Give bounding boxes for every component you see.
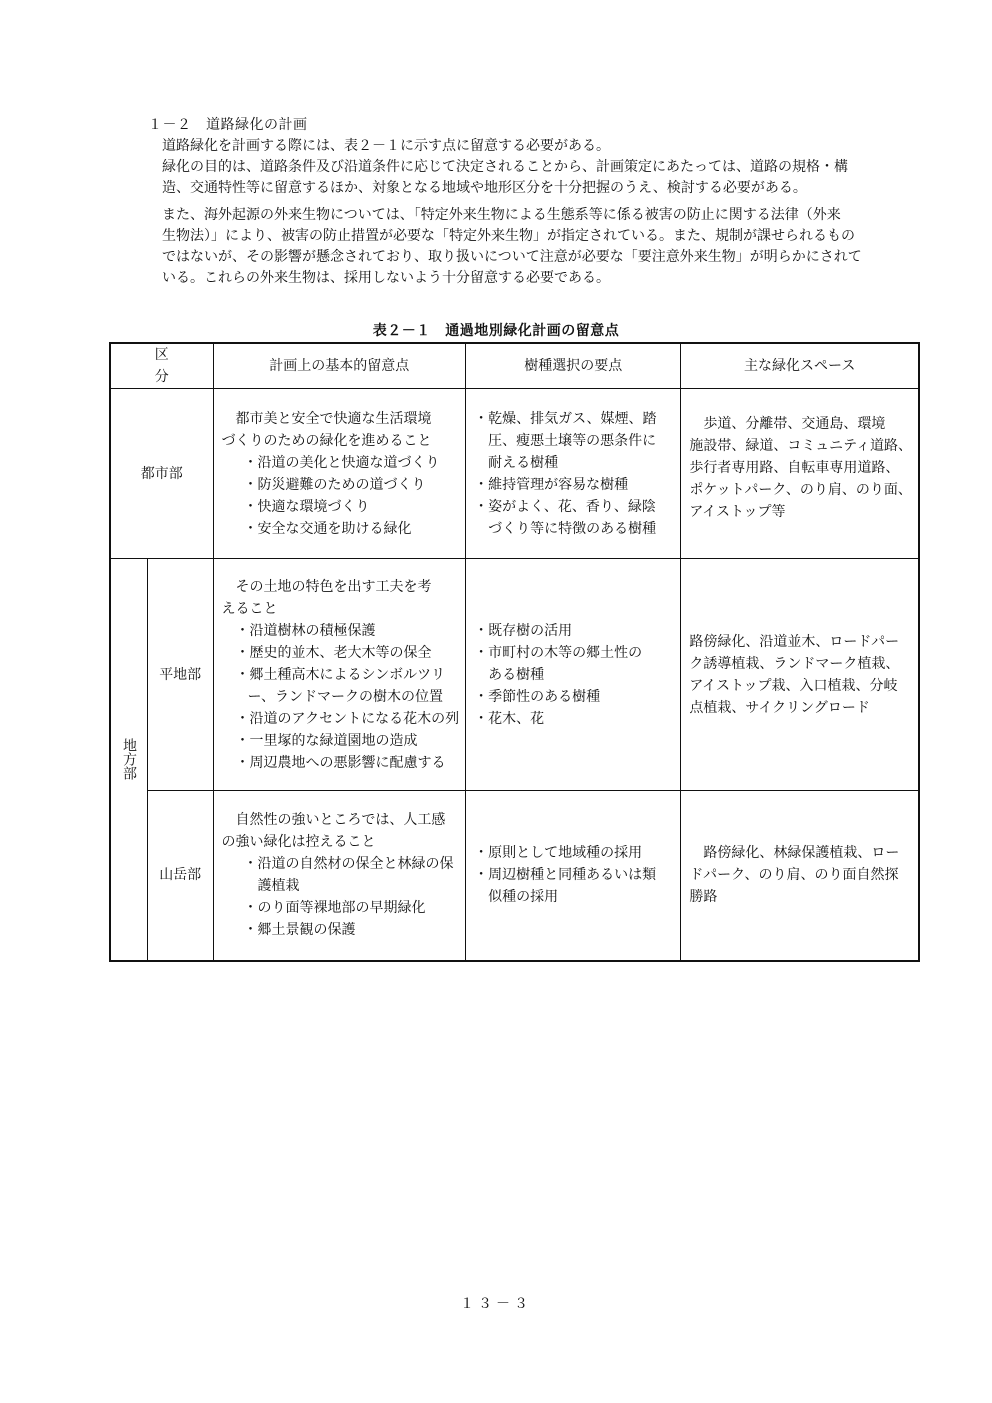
cell-line: 施設帯、緑道、コミュニティ道路、 xyxy=(689,438,912,454)
cell-line: ・既存樹の活用 xyxy=(474,622,573,639)
cell-line: ・原則として地域種の採用 xyxy=(474,845,643,862)
cell-line: 歩行者専用路、自転車専用道路、 xyxy=(689,460,900,476)
greening-plan-table xyxy=(109,342,920,962)
cell-line: ある樹種 xyxy=(488,666,545,683)
cell-line: 耐える樹種 xyxy=(488,454,559,471)
cell-line: アイストップ等 xyxy=(689,504,786,520)
page-number: １３－３ xyxy=(460,1296,532,1312)
cell-line: ・防災避難のための道づくり xyxy=(243,476,426,493)
paragraph-line: また、海外起源の外来生物については、「特定外来生物による生態系等に係る被害の防止に関する法律（外来 xyxy=(162,207,841,223)
cell-line: 勝路 xyxy=(689,889,718,906)
cell-line: ・一里塚的な緑道園地の造成 xyxy=(235,732,418,749)
paragraph-line: 造、交通特性等に留意するほか、対象となる地域や地形区分を十分把握のうえ、検討する必要がある。 xyxy=(162,180,807,196)
table-row xyxy=(110,389,919,559)
cell-line: えること xyxy=(221,600,278,617)
category-mountain: 山岳部 xyxy=(147,791,213,961)
table-row xyxy=(110,559,919,791)
cell-line: ・花木、花 xyxy=(474,710,545,727)
cell-line: 路傍緑化、林緑保護植栽、ロー xyxy=(703,845,900,862)
cell-line: ポケットパーク、のり肩、のり面、 xyxy=(689,482,912,498)
mountain-spaces xyxy=(681,791,919,961)
paragraph-line: いる。これらの外来生物は、採用しないよう十分留意する必要である。 xyxy=(162,270,610,286)
paragraph-1 xyxy=(148,136,918,157)
cell-line: の強い緑化は控えること xyxy=(221,834,376,851)
cell-line: づくり等に特徴のある樹種 xyxy=(488,520,657,537)
header-category: 区分 xyxy=(110,343,213,389)
cell-line: づくりのための緑化を進めること xyxy=(221,432,432,449)
cell-line: ー、ランドマークの樹木の位置 xyxy=(247,688,443,705)
paragraph-line: 生物法）」により、被害の防止措置が必要な「特定外来生物」が指定されている。また、規制が課せられるもの xyxy=(162,228,855,244)
cell-line: その土地の特色を出す工夫を考 xyxy=(235,578,432,595)
table-header-row xyxy=(110,343,919,389)
cell-line: ・沿道の自然材の保全と林緑の保 xyxy=(243,856,454,873)
plains-spaces xyxy=(681,559,919,791)
cell-line: ・市町村の木等の郷土性の xyxy=(474,644,643,661)
header-greening-spaces: 主な緑化スペース xyxy=(681,343,919,389)
cell-line: ・郷土景観の保護 xyxy=(243,922,356,939)
table-caption: 表２－１ 通過地別緑化計画の留意点 xyxy=(372,323,620,339)
cell-line: ・郷土種高木によるシンボルツリ xyxy=(235,666,446,683)
category-plains: 平地部 xyxy=(147,559,213,791)
table-row xyxy=(110,791,919,961)
cell-line: ・周辺農地への悪影響に配慮する xyxy=(235,754,446,771)
cell-line: ・沿道樹林の積極保護 xyxy=(235,622,376,639)
cell-line: ・沿道のアクセントになる花木の列 xyxy=(235,710,460,727)
category-rural xyxy=(110,559,147,961)
section-heading: １－２ 道路緑化の計画 xyxy=(148,117,308,133)
cell-line: 圧、瘦悪土壌等の悪条件に xyxy=(488,432,657,449)
paragraph-line: ではないが、その影響が懸念されており、取り扱いについて注意が必要な「要注意外来生物」が明らかにされて xyxy=(162,249,862,265)
cell-line: ・快適な環境づくり xyxy=(243,498,370,515)
header-planning-points: 計画上の基本的留意点 xyxy=(213,343,466,389)
cell-line: 都市美と安全で快適な生活環境 xyxy=(235,410,432,427)
header-species-selection: 樹種選択の要点 xyxy=(466,343,681,389)
cell-line: 似種の採用 xyxy=(488,889,559,906)
cell-line: ・沿道の美化と快適な道づくり xyxy=(243,454,440,471)
cell-line: ・姿がよく、花、香り、緑陰 xyxy=(474,498,656,515)
paragraph-line: 道路緑化を計画する際には、表２－１に示す点に留意する必要がある。 xyxy=(162,138,610,154)
category-urban: 都市部 xyxy=(110,389,213,559)
plains-planning-points xyxy=(213,559,466,791)
cell-line: ・乾燥、排気ガス、媒煙、踏 xyxy=(474,410,657,427)
mountain-planning-points xyxy=(213,791,466,961)
rural-label: 地方部 xyxy=(120,738,137,781)
cell-line: ク誘導植栽、ランドマーク植栽、 xyxy=(689,655,900,672)
cell-line: ・季節性のある樹種 xyxy=(474,688,601,705)
cell-line: ・のり面等裸地部の早期緑化 xyxy=(243,900,426,917)
cell-line: ・周辺樹種と同種あるいは類 xyxy=(474,867,657,884)
cell-line: 路傍緑化、沿道並木、ロードパー xyxy=(689,633,900,650)
cell-line: 点植栽、サイクリングロード xyxy=(689,699,870,716)
paragraph-line: 緑化の目的は、道路条件及び沿道条件に応じて決定されることから、計画策定にあたっては、道路の規格・構 xyxy=(162,159,848,175)
cell-line: 歩道、分離帯、交通島、環境 xyxy=(703,416,886,432)
cell-line: ドパーク、のり肩、のり面自然探 xyxy=(689,867,899,884)
plains-species xyxy=(466,559,681,791)
paragraph-3 xyxy=(148,205,918,289)
cell-line: 自然性の強いところでは、人工感 xyxy=(235,812,446,829)
cell-line: ・安全な交通を助ける緑化 xyxy=(243,520,412,537)
urban-planning-points xyxy=(213,389,466,559)
cell-line: ・維持管理が容易な樹種 xyxy=(474,476,629,493)
cell-line: 護植栽 xyxy=(257,878,300,895)
urban-species xyxy=(466,389,681,559)
cell-line: ・歴史的並木、老大木等の保全 xyxy=(235,644,432,661)
paragraph-2 xyxy=(148,157,918,199)
cell-line: アイストップ栽、入口植栽、分岐 xyxy=(689,677,898,694)
urban-spaces xyxy=(681,389,919,559)
mountain-species xyxy=(466,791,681,961)
